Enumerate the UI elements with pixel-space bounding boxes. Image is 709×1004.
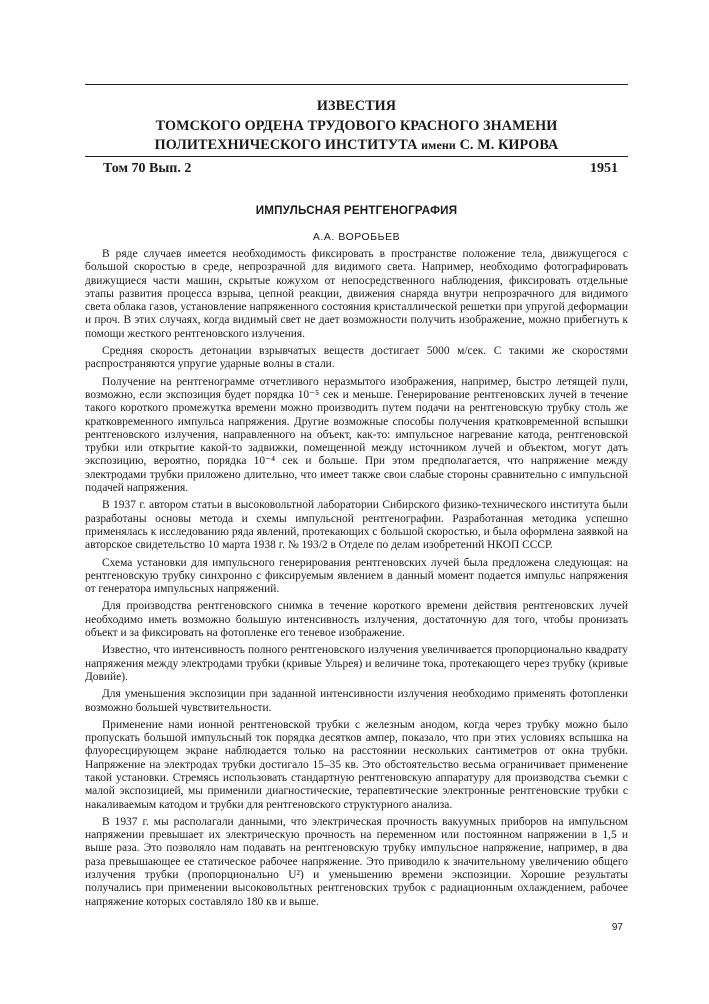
paragraph: Получение на рентгенограмме отчетливого неразмытого изображения, например, быстро летящей пули, возможно, если экспозиция будет порядка 10⁻⁵ сек и меньше. Генерирование рентгеновских лучей в течение такого короткого промежутка времени можно производить путем подачи на рентгеновскую трубку столь же кратковременного импульса напряжения. Другие возможные способы получения кратковременной вспышки рентгеновского излучения, направленного на объект, как-то: импульсное нагревание катода, рентгеновской трубки или открытие какой-то задвижки, помещенной между источником лучей и объектом, могут дать экспозицию, вероятно, порядка 10⁻⁴ сек и больше. При этом предполагается, что напряжение между электродами трубки приложено длительно, что имеет также свои слабые стороны сравнительно с импульсной подачей напряжения. [85,375,628,495]
paragraph: Для уменьшения экспозиции при заданной интенсивности излучения необходимо применять фотопленки возможно большей чувствительности. [85,688,628,714]
top-rule [85,84,628,85]
paragraph: Схема установки для импульсного генерирования рентгеновских лучей была предложена следующая: на рентгеновскую трубку синхронно с фиксируемым явлением в данный момент подается импульс напряжения от генератора импульсных напряжений. [85,556,628,596]
article-title: ИМПУЛЬСНАЯ РЕНТГЕНОГРАФИЯ [255,204,458,217]
article-body [85,248,628,913]
volume-issue: Том 70 Вып. 2 [103,161,192,176]
paragraph: В 1937 г. мы располагали данными, что электрическая прочность вакуумных приборов на импульсном напряжении превышает их электрическую прочность на переменном или постоянном напряжении в 1,5 и выше раза. Это позволяло нам подавать на рентгеновскую трубку импульсное напряжение, например, в два раза превышающее ее статическое рабочее напряжение. Это приводило к значительному увеличению общего излучения трубки (пропорционально U²) и уменьшению времени экспозиции. Хорошие результаты получались при применении высоковольтных рентгеновских трубок с радиационным охлаждением, рабочее напряжение которых составляло 180 кв и выше. [85,815,628,908]
header-rule [85,156,628,157]
journal-imeni: имени [421,138,456,152]
page-number: 97 [611,922,623,933]
paragraph: Известно, что интенсивность полного рентгеновского излучения увеличивается пропорционально квадрату напряжения между электродами трубки (кривые Ульрея) и величине тока, протекающего через трубку (кривые Довийе). [85,644,628,683]
article-author: А.А. ВОРОБЬЕВ [312,232,401,243]
journal-title-line3 [85,137,628,154]
journal-institute: ПОЛИТЕХНИЧЕСКОГО ИНСТИТУТА [154,137,418,153]
paragraph: Для производства рентгеновского снимка в течение короткого времени действия рентгеновских лучей необходимо иметь возможно большую интенсивность излучения, достаточную для того, чтобы пронизать объект и за фиксировать на фотопленке его теневое изображение. [85,600,628,640]
journal-title-line1: ИЗВЕСТИЯ [316,98,397,114]
paragraph: В 1937 г. автором статьи в высоковольтной лаборатории Сибирского физико-технического института были разработаны основы метода и схемы импульсной рентгенографии. Разработанная методика успешно применялась к исследованию ряда явлений, протекающих с большой скоростью, и была оформлена заявкой на авторское свидетельство 10 марта 1938 г. № 193/2 в Отделе по делам изобретений НКОП СССР. [85,499,628,552]
paragraph: В ряде случаев имеется необходимость фиксировать в пространстве положение тела, движущегося с большой скоростью в среде, непрозрачной для видимого света. Например, необходимо фотографировать движущиеся части машин, скрытые кожухом от непосредственного наблюдения, фиксировать отдельные этапы развития процесса взрыва, цепной реакции, движения снаряда внутри непрозрачного для видимого света облака газов, установление напряженного состояния кристаллической решетки при упругой деформации и проч. В этих случаях, когда видимый свет не дает возможности получить изображение, можно прибегнуть к помощи жесткого рентгеновского излучения. [85,248,628,340]
paragraph: Средняя скорость детонации взрывчатых веществ достигает 5000 м/сек. С такими же скоростями распространяются упругие ударные волны в стали. [85,345,628,371]
journal-title-line2: ТОМСКОГО ОРДЕНА ТРУДОВОГО КРАСНОГО ЗНАМЕНИ [155,118,558,134]
paragraph: Применение нами ионной рентгеновской трубки с железным анодом, когда через трубку можно было пропускать большой импульсный ток порядка десятков ампер, показало, что при этих условиях вспышка на флуоресцирующем экране наблюдается только на расстоянии нескольких сантиметров от окна трубки. Напряжение на электродах трубки достигало 15–35 кв. Это обстоятельство весьма ограничивает применение такой установки. Стремясь использовать стандартную рентгеновскую аппаратуру для производства съемки с малой экспозицией, мы применили диагностические, терапевтические электронные рентгеновские трубки с накаливаемым катодом и трубки для рентгеновского структурного анализа. [85,718,628,811]
journal-namesake: С. М. КИРОВА [459,137,559,153]
publication-year: 1951 [590,161,618,176]
